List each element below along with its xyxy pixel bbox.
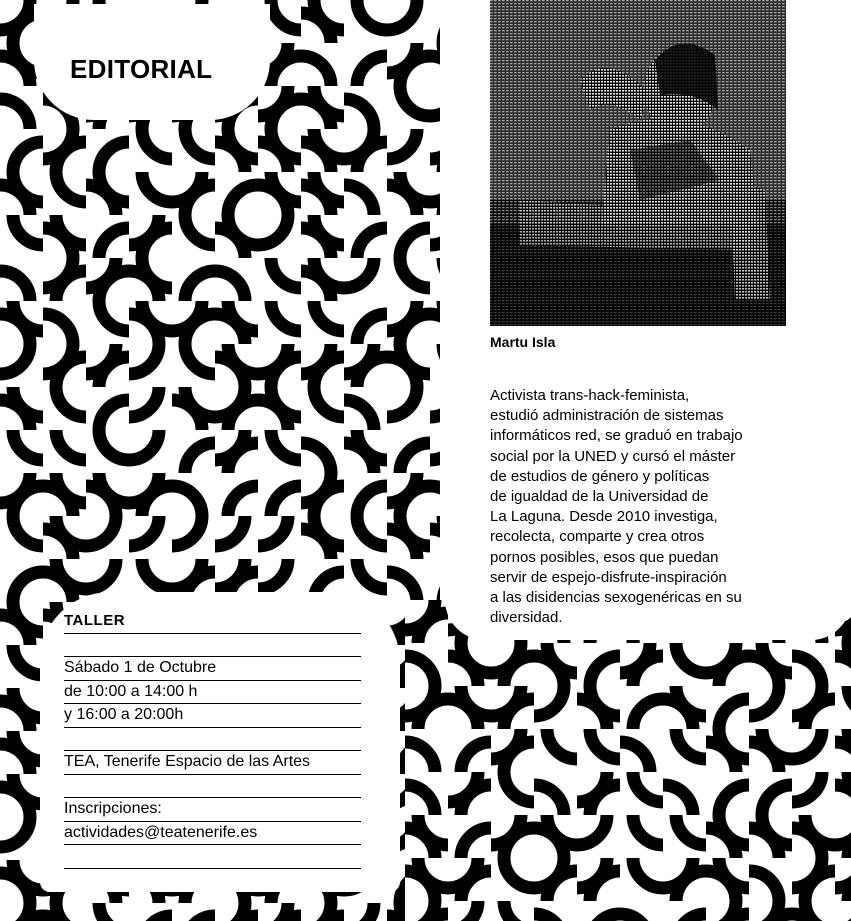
arc-mark <box>430 529 440 559</box>
arc-mark <box>491 815 521 845</box>
arc-mark <box>633 656 663 686</box>
arc-mark <box>344 129 374 159</box>
arc-mark <box>0 0 30 30</box>
arc-mark <box>663 858 693 888</box>
arc-mark <box>633 815 663 845</box>
arc-mark <box>99 271 129 301</box>
bio-line: Activista trans-hack-feminista, <box>490 387 690 404</box>
arc-mark <box>0 344 30 374</box>
arc-mark <box>719 699 749 729</box>
arc-mark <box>620 742 650 772</box>
portrait-photo <box>490 0 786 326</box>
arc-mark <box>387 387 417 417</box>
bio-text <box>490 386 810 628</box>
arc-mark <box>314 258 344 288</box>
arc-mark <box>86 516 116 546</box>
arc-mark <box>835 858 851 888</box>
arc-mark <box>13 602 43 632</box>
arc-mark <box>129 271 159 301</box>
arc-mark <box>590 729 620 759</box>
arc-mark <box>387 473 417 503</box>
arc-pattern-right-svg <box>405 600 851 921</box>
arc-mark <box>185 215 215 245</box>
arc-mark <box>344 903 374 921</box>
arc-mark <box>461 828 491 858</box>
arc-mark <box>43 529 73 559</box>
arc-mark <box>215 430 245 460</box>
arc-mark <box>387 0 417 30</box>
arc-mark <box>99 903 129 921</box>
arc-mark <box>142 129 172 159</box>
arc-mark <box>185 314 215 344</box>
arc-mark <box>534 785 564 815</box>
arc-mark <box>534 686 564 716</box>
arc-mark <box>344 258 374 288</box>
arc-mark <box>301 529 331 559</box>
bio-line: estudió administración de sistemas <box>490 407 724 425</box>
arc-mark <box>792 858 822 888</box>
arc-mark <box>99 400 129 430</box>
arc-mark <box>129 314 159 344</box>
arc-mark <box>719 815 749 845</box>
arc-mark <box>99 430 129 460</box>
arc-mark <box>547 815 577 845</box>
arc-mark <box>13 774 43 804</box>
arc-mark <box>86 185 116 215</box>
arc-mark <box>172 486 202 516</box>
arc-mark <box>400 314 430 344</box>
arc-mark <box>301 99 331 129</box>
arc-mark <box>762 785 792 815</box>
arc-mark <box>405 742 435 772</box>
arc-mark <box>835 742 851 772</box>
arc-mark <box>676 815 706 845</box>
rule-divider <box>64 775 361 799</box>
arc-mark <box>172 400 202 430</box>
arc-mark <box>301 443 331 473</box>
workshop-time-morning: de 10:00 a 14:00 h <box>64 681 361 705</box>
arc-mark <box>835 785 851 815</box>
arc-mark <box>719 729 749 759</box>
arc-mark <box>676 686 706 716</box>
arc-mark <box>228 301 258 331</box>
arc-mark <box>430 86 440 116</box>
arc-mark <box>301 185 331 215</box>
arc-mark <box>301 56 331 86</box>
arc-mark <box>405 871 435 901</box>
arc-mark <box>400 86 430 116</box>
arc-mark <box>13 645 43 675</box>
arc-mark <box>534 914 564 921</box>
arc-mark <box>418 699 448 729</box>
arc-mark <box>228 215 258 245</box>
arc-mark <box>344 443 374 473</box>
arc-mark <box>835 815 851 845</box>
arc-mark <box>314 916 344 921</box>
arc-mark <box>491 686 521 716</box>
arc-mark <box>663 785 693 815</box>
arc-mark <box>56 387 86 417</box>
registration-label: Inscripciones: <box>64 798 361 822</box>
arc-mark <box>314 301 344 331</box>
arc-mark <box>13 572 43 602</box>
arc-mark <box>400 516 430 546</box>
arc-mark <box>504 901 534 921</box>
arc-mark <box>172 559 202 589</box>
arc-mark <box>258 400 288 430</box>
arc-mark <box>13 142 43 172</box>
arc-mark <box>314 486 344 516</box>
arc-mark <box>99 142 129 172</box>
arc-mark <box>387 572 417 602</box>
arc-mark <box>228 916 258 921</box>
arc-mark <box>13 916 43 921</box>
arc-mark <box>357 357 387 387</box>
arc-mark <box>719 785 749 815</box>
arc-mark <box>258 559 288 589</box>
arc-mark <box>13 516 43 546</box>
arc-mark <box>271 99 301 129</box>
arc-mark <box>99 301 129 331</box>
arc-mark <box>749 901 779 921</box>
arc-mark <box>99 228 129 258</box>
arc-mark <box>172 516 202 546</box>
arc-mark <box>99 473 129 503</box>
arc-mark <box>0 99 30 129</box>
arc-mark <box>215 387 245 417</box>
arc-mark <box>258 903 288 921</box>
arc-mark <box>400 443 430 473</box>
arc-mark <box>56 215 86 245</box>
arc-mark <box>400 258 430 288</box>
arc-mark <box>13 215 43 245</box>
arc-mark <box>344 185 374 215</box>
workshop-info <box>64 610 361 869</box>
arc-mark <box>271 486 301 516</box>
arc-mark <box>504 772 534 802</box>
arc-mark <box>185 344 215 374</box>
arc-mark <box>577 699 607 729</box>
arc-mark <box>405 600 435 630</box>
arc-mark <box>590 914 620 921</box>
arc-mark <box>56 473 86 503</box>
arc-mark <box>430 56 440 86</box>
arc-mark <box>547 643 577 673</box>
arc-mark <box>676 643 706 673</box>
arc-mark <box>56 172 86 202</box>
arc-mark <box>448 699 478 729</box>
arc-mark <box>258 142 288 172</box>
arc-mark <box>676 914 706 921</box>
arc-mark <box>185 129 215 159</box>
arc-mark <box>357 559 387 589</box>
arc-mark <box>314 357 344 387</box>
bio-line: pornos posibles, esos que puedan <box>490 548 719 566</box>
arc-mark <box>792 828 822 858</box>
arc-mark <box>129 387 159 417</box>
arc-mark <box>56 430 86 460</box>
arc-mark <box>129 430 159 460</box>
arc-mark <box>805 901 835 921</box>
arc-mark <box>504 742 534 772</box>
rule-divider <box>64 845 361 869</box>
arc-mark <box>0 271 30 301</box>
arc-mark <box>633 772 663 802</box>
arc-mark <box>13 430 43 460</box>
rule-divider <box>64 634 361 658</box>
bio-line: informáticos red, se graduó en trabajo <box>490 427 743 445</box>
arc-mark <box>185 443 215 473</box>
arc-mark <box>271 172 301 202</box>
arc-mark <box>357 228 387 258</box>
portrait-image <box>490 0 786 326</box>
arc-mark <box>706 871 736 901</box>
arc-mark <box>185 916 215 921</box>
arc-mark <box>129 516 159 546</box>
arc-mark <box>762 729 792 759</box>
arc-mark <box>835 901 851 921</box>
arc-mark <box>301 13 331 43</box>
bio-line: recolecta, comparte y crea otros <box>490 528 705 546</box>
bio-line: de estudios de género y políticas <box>490 467 710 485</box>
arc-mark <box>430 215 440 245</box>
arc-mark <box>405 785 435 815</box>
bio-line: La Laguna. Desde 2010 investiga, <box>490 508 718 526</box>
arc-mark <box>400 228 430 258</box>
arc-mark <box>676 729 706 759</box>
arc-mark <box>448 858 478 888</box>
arc-mark <box>405 656 435 686</box>
bio-line: servir de espejo-disfrute-inspiración <box>490 568 727 586</box>
arc-mark <box>835 656 851 686</box>
arc-mark <box>400 344 430 374</box>
arc-mark <box>56 357 86 387</box>
bio-line: diversidad. <box>490 609 563 627</box>
arc-mark <box>129 344 159 374</box>
rule-divider <box>64 728 361 752</box>
arc-mark <box>430 314 440 344</box>
arc-mark <box>590 656 620 686</box>
arc-mark <box>86 344 116 374</box>
arc-mark <box>13 731 43 761</box>
arc-mark <box>56 271 86 301</box>
arc-mark <box>142 172 172 202</box>
arc-mark <box>271 430 301 460</box>
arc-mark <box>547 729 577 759</box>
arc-mark <box>228 129 258 159</box>
arc-mark <box>762 643 792 673</box>
arc-mark <box>56 903 86 921</box>
arc-mark <box>13 688 43 718</box>
arc-mark <box>258 516 288 546</box>
arc-mark <box>461 742 491 772</box>
arc-mark <box>504 858 534 888</box>
arc-mark <box>271 0 301 30</box>
arc-mark <box>344 99 374 129</box>
arc-mark <box>301 142 331 172</box>
arc-mark <box>430 387 440 417</box>
workshop-title: TALLER <box>64 610 361 634</box>
arc-mark <box>620 914 650 921</box>
arc-mark <box>13 387 43 417</box>
workshop-time-afternoon: y 16:00 a 20:00h <box>64 704 361 728</box>
arc-mark <box>448 901 478 921</box>
arc-mark <box>344 400 374 430</box>
arc-mark <box>387 185 417 215</box>
arc-mark <box>185 185 215 215</box>
arc-mark <box>215 516 245 546</box>
arc-mark <box>13 486 43 516</box>
arc-mark <box>430 129 440 159</box>
arc-mark <box>271 258 301 288</box>
arc-mark <box>56 142 86 172</box>
arc-mark <box>633 858 663 888</box>
arc-mark <box>577 858 607 888</box>
arc-mark <box>301 228 331 258</box>
arc-mark <box>504 656 534 686</box>
arc-mark <box>534 858 564 888</box>
arc-mark <box>357 0 387 30</box>
workshop-date: Sábado 1 de Octubre <box>64 657 361 681</box>
arc-mark <box>461 785 491 815</box>
arc-mark <box>357 314 387 344</box>
arc-mark <box>577 815 607 845</box>
arc-mark <box>430 430 440 460</box>
arc-mark <box>590 785 620 815</box>
arc-mark <box>749 871 779 901</box>
portrait-caption: Martu Isla <box>490 334 556 350</box>
bio-line: a las disidencias sexogenéricas en su <box>490 589 742 607</box>
arc-mark <box>43 314 73 344</box>
registration-email-link[interactable]: actividades@teatenerife.es <box>64 822 361 846</box>
arc-mark <box>400 56 430 86</box>
arc-mark <box>258 215 288 245</box>
arc-mark <box>13 172 43 202</box>
arc-mark <box>387 129 417 159</box>
arc-mark <box>258 344 288 374</box>
arc-mark <box>215 271 245 301</box>
arc-mark <box>43 572 73 602</box>
arc-mark <box>792 686 822 716</box>
arc-mark <box>228 185 258 215</box>
arc-mark <box>185 271 215 301</box>
arc-mark <box>749 686 779 716</box>
arc-mark <box>142 916 172 921</box>
arc-mark <box>142 559 172 589</box>
arc-mark <box>271 56 301 86</box>
arc-mark <box>0 314 30 344</box>
arc-mark <box>633 699 663 729</box>
arc-mark <box>271 301 301 331</box>
arc-pattern-right <box>405 600 851 921</box>
arc-mark <box>0 817 30 847</box>
arc-mark <box>461 643 491 673</box>
arc-mark <box>792 729 822 759</box>
arc-mark <box>706 643 736 673</box>
arc-mark <box>129 473 159 503</box>
bio-line: social por la UNED y cursó el máster <box>490 447 736 465</box>
arc-mark <box>0 873 30 903</box>
arc-mark <box>357 516 387 546</box>
arc-mark <box>86 559 116 589</box>
arc-mark <box>228 344 258 374</box>
arc-mark <box>430 486 440 516</box>
arc-mark <box>228 486 258 516</box>
workshop-venue: TEA, Tenerife Espacio de las Artes <box>64 751 361 775</box>
arc-mark <box>314 387 344 417</box>
editorial-heading: EDITORIAL <box>70 54 213 84</box>
arc-mark <box>762 815 792 845</box>
arc-mark <box>405 828 435 858</box>
arc-mark <box>129 215 159 245</box>
bio-line: de igualdad de la Universidad de <box>490 488 709 506</box>
arc-mark <box>430 172 440 202</box>
arc-mark <box>357 486 387 516</box>
arc-mark <box>792 772 822 802</box>
arc-mark <box>357 56 387 86</box>
arc-mark <box>792 656 822 686</box>
